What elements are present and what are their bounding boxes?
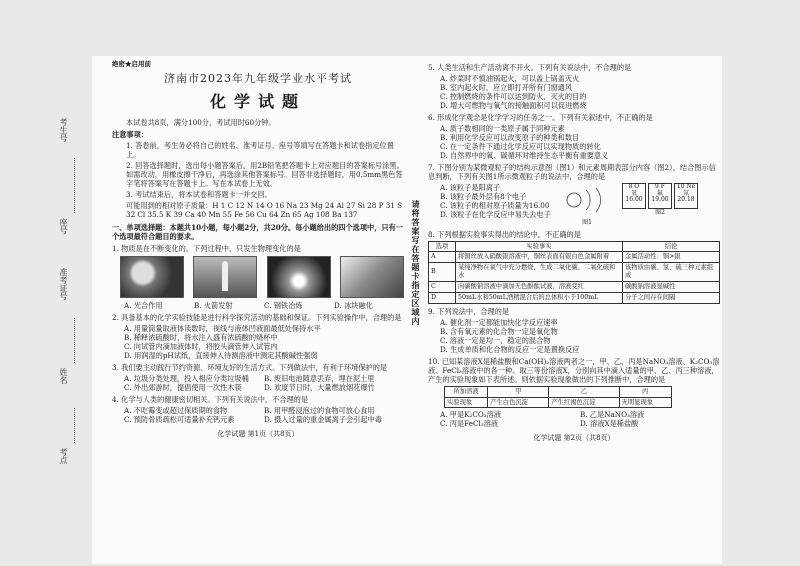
- q5-option-b: B. 室内起火时，应立即打开所有门窗通风: [440, 83, 573, 92]
- element-tile-neon: 10 Ne 氖 20.18: [674, 183, 698, 209]
- page-2: [428, 60, 720, 443]
- periodic-table-excerpt: [622, 183, 698, 209]
- q2-option-a: A. 用量筒量取液体读数时，视线与液体凹液面最低处保持水平: [124, 323, 321, 333]
- q1-option-d: D. 冰块融化: [334, 300, 373, 310]
- q10-option-a: A. 甲是K₂CO₃溶液: [440, 410, 502, 420]
- table-row: 实验现象 产生白色沉淀 产生红褐色沉淀 无明显现象: [445, 397, 672, 408]
- page-1: [112, 60, 404, 439]
- figure-1: [560, 183, 614, 227]
- q6-option-c: C. 在一定条件下通过化学反应可以实现物质的转化: [440, 142, 601, 151]
- q8-table-header: [429, 241, 720, 252]
- q3-option-d: D. 欢度节日时，大量燃放烟花爆竹: [264, 382, 375, 392]
- table-row: D 50mL水和50mL酒精混合后的总体积小于100mL 分子之间存在间隔: [429, 292, 720, 303]
- question-7: 7. 下图分别为某微观粒子的结构示意图（图1）和元素周期表部分内容（图2），结合图示信息判断，下列有关图1所示微观粒子的说法中，合理的是: [428, 163, 716, 181]
- atom-structure-diagram: [560, 183, 614, 217]
- question-1: 1. 物质是在不断变化的。下列过程中，只发生物理变化的是: [112, 243, 301, 253]
- q3-option-b: B. 废旧电池随意丢弃，埋在泥土里: [264, 373, 375, 383]
- q4-option-c: C. 预防骨质疏松可适量补充钙元素: [124, 414, 235, 424]
- photosynthesis-image: [120, 256, 184, 298]
- q5-options: [428, 74, 720, 110]
- q9-option-d: D. 生成单质和化合物的反应一定是置换反应: [440, 344, 580, 354]
- ice-melting-image: [340, 256, 404, 298]
- margin-label-seat: 座号: [59, 218, 68, 234]
- ticket-line: [74, 318, 75, 363]
- intro-text: 本试卷共8页，满分100分，考试用时60分钟。: [126, 117, 276, 127]
- q1-option-c: C. 钢铁冶炼: [264, 300, 303, 310]
- question-6: 6. 形成化学观念是化学学习的任务之一。下列有关叙述中，不正确的是: [428, 113, 653, 122]
- question-8: 8. 下列根据实验事实得出的结论中，不正确的是: [428, 229, 581, 239]
- exam-no-line: [74, 158, 75, 213]
- q9-option-b: B. 含有氧元素的化合物一定是氧化物: [440, 326, 558, 336]
- atomic-masses: 可能用到的相对原子质量：H 1 C 12 N 14 O 16 Na 23 Mg 24 Al 27 Si 28 P 31 S 32 Cl 35.5 K 39 Ca 40 Mn 55 Fe 56 Cu 64 Zn 65 Ag 108 Ba 137: [126, 200, 403, 219]
- element-tile-fluorine: 9 F 氟 19.00: [648, 183, 672, 209]
- figure-2-caption: 图2: [655, 209, 665, 216]
- note-1: 1. 答卷前，考生务必将自己的姓名、准考证号、座号等填写在答题卡和试卷指定位置上。: [126, 140, 394, 159]
- q9-option-a: A. 催化剂一定都能加快化学反应速率: [440, 317, 558, 327]
- figure-1-caption: 图1: [582, 219, 592, 226]
- figure-2: [622, 183, 698, 217]
- table-row: A 将铜丝放入硝酸银溶液中，铜丝表面有银白色金属附着 金属活动性：铜>银: [429, 252, 720, 263]
- margin-label-exam-no: 考生号: [59, 118, 68, 142]
- table-row: C 向碳酸钠溶液中滴加无色酚酞试液，溶液变红 碳酸钠溶液显碱性: [429, 281, 720, 292]
- q8-header-conclusion: 结论: [623, 241, 720, 252]
- question-10: 10. 已知某溶液X是稀盐酸和Ca(OH)₂溶液两者之一，甲、乙、丙是NaNO₃溶液、K₂CO₃溶液、FeCl₃溶液中的各一种。取三等份溶液X，分别向其中滴入适量的甲、乙、丙三种溶液，产生的实验现象如下表所述。则依据实验现象做出的下列推断中，合理的是: [428, 356, 720, 384]
- q6-option-d: D. 自然界中的氧、碳循环对维持生态平衡有重要意义: [440, 151, 609, 160]
- q8-table: [428, 241, 720, 304]
- q4-option-d: D. 摄入过量的重金属离子会引起中毒: [264, 414, 382, 424]
- q6-option-a: A. 质子数相同的一类原子属于同种元素: [440, 124, 565, 133]
- q1-option-b: B. 火箭发射: [194, 300, 233, 310]
- q10-table-header: 所加溶液 甲 乙 丙: [445, 386, 672, 397]
- q9-options: [428, 318, 720, 354]
- margin-label-venue: 考点: [59, 448, 68, 464]
- page-1-footer: 化学试题 第1页（共8页）: [217, 429, 299, 438]
- table-row: B 某纯净物在氧气中充分燃烧，生成二氧化碳、二氧化硫和水 该物质由碳、氢、硫三种元素组成: [429, 263, 720, 282]
- student-info-strip: [58, 118, 94, 518]
- q5-option-d: D. 增大可燃物与氧气的接触面积可以促进燃烧: [440, 101, 587, 110]
- margin-label-name: 姓名: [59, 368, 68, 384]
- q10-option-c: C. 丙是FeCl₃溶液: [440, 419, 499, 429]
- q8-header-option: 选项: [429, 241, 456, 252]
- q2-option-c: C. 向试管内滴加液体时，将胶头滴管伸入试管内: [124, 341, 278, 351]
- q3-option-a: A. 垃圾分类处理，投入相应分类垃圾桶: [124, 373, 249, 383]
- note-3: 3. 考试结束后，将本试卷和答题卡一并交回。: [126, 189, 272, 199]
- q7-option-c: C. 该粒子的相对原子质量为16.00: [440, 201, 550, 210]
- q2-option-b: B. 稀释浓硫酸时，将水注入盛有浓硫酸的烧杯中: [124, 332, 278, 342]
- q2-option-d: D. 用润湿的pH试纸，直接伸入待测溶液中测定其酸碱性强弱: [124, 350, 318, 360]
- q8-header-fact: 实验事实: [456, 241, 623, 252]
- question-5: 5. 人类生活和生产活动离不开火。下列有关说法中，不合理的是: [428, 63, 632, 72]
- name-line: [74, 408, 75, 443]
- page-2-footer: 化学试题 第2页（共8页）: [533, 434, 615, 443]
- q3-option-c: C. 外出郊游时，提倡使用一次性木筷: [124, 382, 242, 392]
- q7-option-d: D. 该粒子在化学反应中易失去电子: [440, 210, 551, 219]
- margin-label-ticket: 准考证号: [59, 268, 68, 300]
- section-heading: 一、单项选择题：本题共10小题，每小题2分，共20分。每小题给出的四个选项中，只有一个选项最符合题目的要求。: [112, 222, 403, 241]
- notes-heading: 注意事项：: [112, 129, 148, 139]
- q10-table: [444, 386, 672, 409]
- steel-smelting-image: [267, 256, 331, 298]
- question-4: 4. 化学与人类的健康密切相关。下列有关说法中，不合理的是: [112, 394, 309, 404]
- confidential-mark: 绝密★启用前: [112, 60, 151, 68]
- q1-pictures: [112, 256, 404, 298]
- question-2: 2. 具备基本的化学实验技能是进行科学探究活动的基础和保证。下列实验操作中，合理的是: [112, 312, 402, 322]
- q7-option-b: B. 该粒子最外层有8个电子: [440, 192, 527, 201]
- q7-option-a: A. 该粒子是阳离子: [440, 183, 501, 192]
- question-9: 9. 下列说法中，合理的是: [428, 306, 510, 316]
- q5-option-a: A. 炒菜时不慎油锅起火，可以盖上锅盖灭火: [440, 74, 580, 83]
- note-2: 2. 回答选择题时，选出每小题答案后，用2B铅笔把答题卡上对应题目的答案标号涂黑。如需改动，用橡皮擦干净后，再选涂其他答案标号。回答非选择题时，用0.5mm黑色签字笔将答案写在答题卡上。写在本试卷上无效。: [126, 160, 404, 188]
- q9-option-c: C. 溶液一定是均一、稳定的混合物: [440, 335, 551, 345]
- q4-options: [112, 406, 404, 424]
- q1-option-a: A. 光合作用: [124, 300, 163, 310]
- q1-options: [112, 301, 404, 310]
- q2-options: [112, 324, 404, 360]
- answer-instruction-separator: 请将答案写在答题卡指定区域内: [411, 200, 421, 326]
- q6-options: [428, 124, 720, 160]
- q5-option-c: C. 控制燃烧的条件可以达到防火、灭火的目的: [440, 92, 587, 101]
- q4-option-a: A. 不吃霉变或超过保质期的食物: [124, 405, 228, 415]
- question-3: 3. 我们要主动践行节约资源、环境友好的生活方式。下列做法中，有利于环境保护的是: [112, 362, 388, 372]
- q7-content: [428, 183, 720, 227]
- q10-option-d: D. 溶液X是稀盐酸: [580, 419, 639, 429]
- q4-option-b: B. 用甲醛浸泡过的食物可放心食用: [264, 405, 375, 415]
- q10-option-b: B. 乙是NaNO₃溶液: [580, 410, 645, 420]
- q10-options: [428, 410, 720, 428]
- exam-title: 济南市2023年九年级学业水平考试: [164, 72, 352, 86]
- main-title: 化学试题: [209, 91, 306, 111]
- element-tile-oxygen: 8 O 氧 16.00: [622, 183, 646, 209]
- rocket-launch-image: [193, 256, 257, 298]
- q3-options: [112, 374, 404, 392]
- q7-options: [428, 183, 552, 219]
- q6-option-b: B. 利用化学反应可以改变原子的种类和数目: [440, 133, 580, 142]
